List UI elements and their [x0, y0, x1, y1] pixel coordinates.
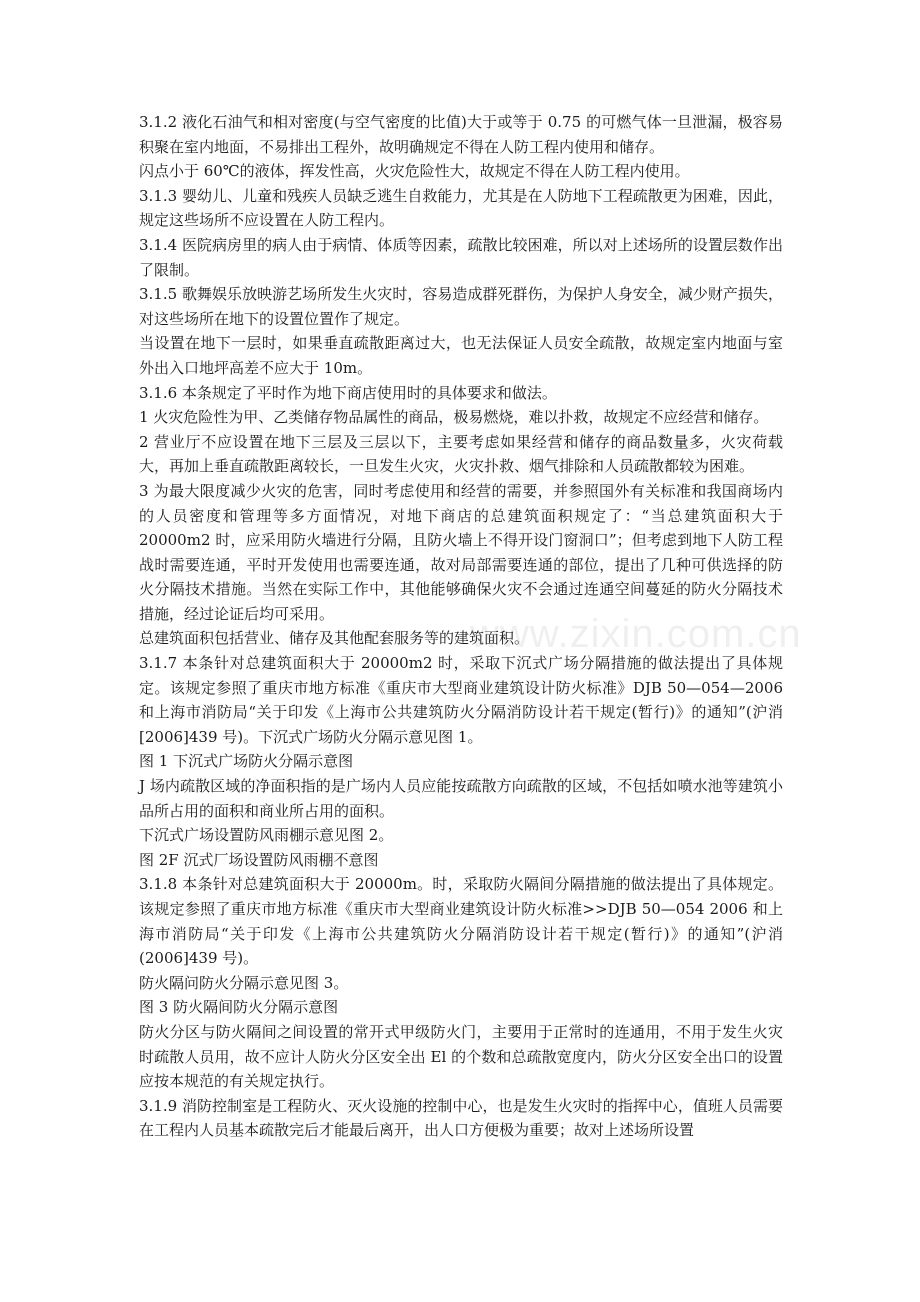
paragraph-total-area: 总建筑面积包括营业、储存及其他配套服务等的建筑面积。 — [139, 629, 530, 648]
watermark: www.zixin.com.cn — [470, 612, 802, 656]
paragraph-flash-point: 闪点小于 60℃的液体，挥发性高，火灾危险性大，故规定不得在人防工程内使用。 — [139, 162, 690, 181]
paragraph-3-1-8: 3.1.8 本条针对总建筑面积大于 20000m。时，采取防火隔间分隔措施的做法提出了具体规定。该规定参照了重庆市地方标准《重庆市大型商业建筑设计防火标准>>DJB 50—054 2006 和上海市消防局“关于印发《上海市公共建筑防火分隔消防设计若干规定(暂行)》的通知”(沪消(2006]439 号)。 — [139, 875, 783, 968]
paragraph-3-1-6: 3.1.6 本条规定了平时作为地下商店使用时的具体要求和做法。 — [139, 383, 557, 402]
paragraph-3-1-4: 3.1.4 医院病房里的病人由于病情、体质等因素，疏散比较困难，所以对上述场所的设置层数作出了限制。 — [139, 235, 783, 279]
paragraph-item-2: 2 营业厅不应设置在地下三层及三层以下，主要考虑如果经营和储存的商品数量多，火灾荷载大，再加上垂直疏散距离较长，一旦发生火灾，火灾扑救、烟气排除和人员疏散都较为困难。 — [139, 432, 783, 476]
paragraph-3-1-9: 3.1.9 消防控制室是工程防火、灭火设施的控制中心，也是发生火灾时的指挥中心，值班人员需要在工程内人员基本疏散完后才能最后离开，出人口方便极为重要；故对上述场所设置 — [139, 1096, 783, 1140]
paragraph-item-3: 3 为最大限度减少火灾的危害，同时考虑使用和经营的需要，并参照国外有关标准和我国商场内的人员密度和管理等多方面情况，对地下商店的总建筑面积规定了：“当总建筑面积大于 20000m2 时，应采用防火墙进行分隔，且防火墙上不得开设门窗洞口”；但考虑到地下人防工程战时需要连通，平时开发使用也需要连通，故对局部需要连通的部位，提出了几种可供选择的防火分隔技术措施。当然在实际工作中，其他能够确保火灾不会通过连通空间蔓延的防火分隔技术措施，经过论证后均可采用。 — [139, 481, 783, 623]
paragraph-3-1-2: 3.1.2 液化石油气和相对密度(与空气密度的比值)大于或等于 0.75 的可燃气体一旦泄漏，极容易积聚在室内地面，不易排出工程外，故明确规定不得在人防工程内使用和储存。 — [139, 113, 783, 156]
figure-3-caption: 图 3 防火隔间防火分隔示意图 — [139, 998, 339, 1017]
paragraph-3-1-7: 3.1.7 本条针对总建筑面积大于 20000m2 时，采取下沉式广场分隔措施的做法提出了具体规定。该规定参照了重庆市地方标准《重庆市大型商业建筑设计防火标准》DJB 50—054—2006 和上海市消防局“关于印发《上海市公共建筑防火分隔消防设计若干规定(暂行)》的通知”(沪消[2006]439 号)。下沉式广场防火分隔示意见图 1。 — [139, 654, 783, 746]
paragraph-figure-2-ref: 下沉式广场设置防风雨棚示意见图 2。 — [139, 826, 394, 845]
paragraph-basement-height: 当设置在地下一层时，如果垂直疏散距离过大，也无法保证人员安全疏散，故规定室内地面与室外出入口地坪高差不应大于 10m。 — [139, 334, 783, 377]
paragraph-3-1-3: 3.1.3 婴幼儿、儿童和残疾人员缺乏逃生自救能力，尤其是在人防地下工程疏散更为困难，因此，规定这些场所不应设置在人防工程内。 — [139, 186, 783, 230]
paragraph-figure-3-ref: 防火隔问防火分隔示意见图 3。 — [139, 973, 349, 992]
figure-1-caption: 图 1 下沉式广场防火分隔示意图 — [139, 752, 354, 771]
paragraph-3-1-5: 3.1.5 歌舞娱乐放映游艺场所发生火灾时，容易造成群死群伤，为保护人身安全，减少财产损失，对这些场所在地下的设置位置作了规定。 — [139, 285, 783, 328]
paragraph-item-1: 1 火灾危险性为甲、乙类储存物品属性的商品，极易燃烧，难以扑救，故规定不应经营和储存。 — [139, 408, 769, 427]
paragraph-fire-door: 防火分区与防火隔间之间设置的常开式甲级防火门，主要用于正常时的连通用，不用于发生火灾时疏散人员用，故不应计人防火分区安全出 El 的个数和总疏散宽度内，防火分区安全出口的设置应按本规范的有关规定执行。 — [139, 1022, 783, 1091]
document-body — [139, 110, 783, 1143]
paragraph-net-area: J 场内疏散区域的净面积指的是广场内人员应能按疏散方向疏散的区域，不包括如喷水池等建筑小品所占用的面积和商业所占用的面积。 — [139, 777, 783, 820]
figure-2-caption: 图 2F 沉式厂场设置防风雨棚不意图 — [139, 850, 379, 869]
